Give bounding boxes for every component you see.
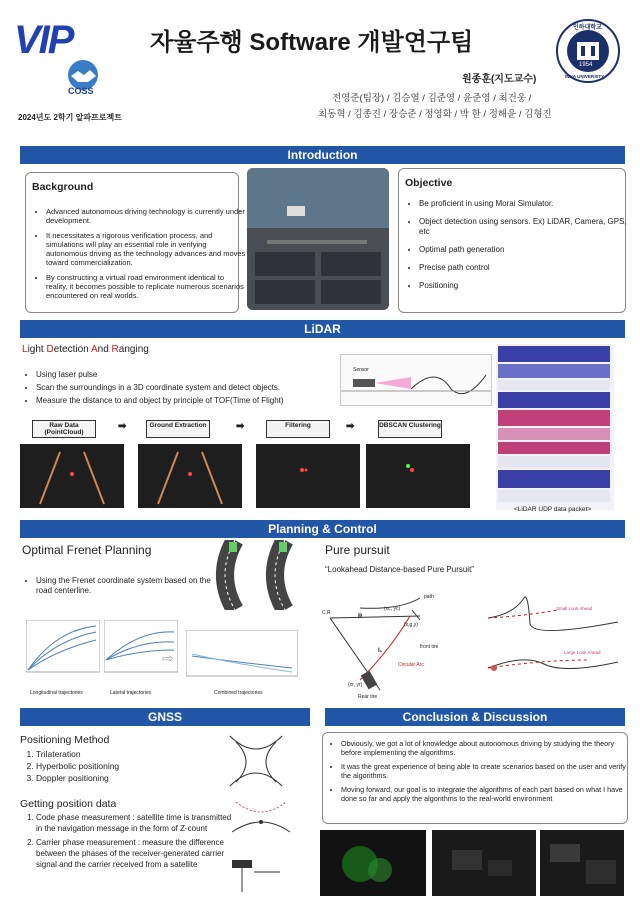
label-rear-tire: Rear tire: [358, 694, 378, 700]
gnss-method-title: Positioning Method: [20, 734, 110, 746]
longitudinal-plot: [26, 620, 100, 684]
frenet-road-image: [205, 540, 315, 610]
coss-logo: [62, 58, 104, 96]
lidar-heading: [22, 344, 149, 355]
result-image-2: [432, 830, 536, 896]
step-filtering: Filtering: [266, 420, 330, 438]
seal-english: INHA UNIVERSITY: [565, 74, 605, 79]
background-list: [32, 207, 246, 306]
label-xr-yr: (xr, yr): [348, 682, 363, 688]
lidar-heading-part: ight: [27, 344, 47, 355]
label-front-tire: front tire: [420, 644, 439, 650]
seal-year: 1954: [579, 62, 593, 68]
section-planning: Planning & Control: [20, 520, 625, 538]
objective-item: • Positioning: [419, 281, 631, 291]
combine-arrow-icon: ⇨: [162, 650, 174, 666]
pointcloud-image: [20, 444, 124, 508]
gnss-data-list: [20, 812, 236, 876]
arrow-right-icon: ➡: [236, 421, 245, 432]
simulator-image: [247, 168, 389, 310]
lidar-letter-d: D: [46, 344, 54, 355]
udp-packet-caption: <LiDAR UDP data packet>: [514, 506, 592, 513]
caption-combined: Combined trajectories: [214, 690, 263, 696]
semester-label: 2024년도 2학기 알파프로젝트: [18, 113, 122, 122]
dbscan-image: [366, 444, 470, 508]
objective-item: • Object detection using sensors. Ex) LiDAR, Camera, GPS, etc: [419, 217, 631, 237]
gnss-method-item: 2. Hyperbolic positioning: [36, 760, 119, 772]
section-gnss: GNSS: [20, 708, 310, 726]
step-raw-data: Raw Data (PointCloud): [32, 420, 96, 438]
objective-title: Objective: [405, 177, 453, 189]
lidar-letter-a: A: [90, 344, 98, 355]
background-item: • It necessitates a rigorous verification process, and simulations will play an essential role in verifying autonomous driving as the technology advances and moves toward commercialization.: [46, 231, 246, 267]
seal-korean: 인하대학교: [573, 25, 602, 31]
page-title: 자율주행 Software 개발연구팀: [150, 29, 474, 56]
result-image-1: [320, 830, 426, 896]
arrow-right-icon: ➡: [118, 421, 127, 432]
lidar-letter-l: L: [22, 344, 28, 355]
objective-panel: [398, 168, 626, 313]
frenet-item: • Using the Frenet coordinate system based on the road centerline.: [36, 576, 216, 596]
objective-item: • Be proficient in using Morai Simulator.: [419, 199, 631, 209]
label-cr: C.R: [322, 610, 331, 616]
label-xg-y: (x,g,y): [404, 622, 418, 628]
label-r: R: [358, 614, 363, 620]
pure-pursuit-diagram: [320, 590, 470, 702]
frenet-title: Optimal Frenet Planning: [22, 543, 152, 557]
section-introduction: Introduction: [20, 146, 625, 164]
section-lidar: LiDAR: [20, 320, 625, 338]
section-conclusion: Conclusion & Discussion: [325, 708, 625, 726]
objective-item: • Optimal path generation: [419, 245, 631, 255]
members-line-2: 최동혁 / 김종진 / 장승준 / 정영화 / 박 한 / 정해윤 / 김형진: [318, 109, 552, 120]
conclusion-item: • Obviously, we got a lot of knowledge about autonomous driving by studying the theory before implementing the algorithms.: [341, 739, 633, 757]
combined-plot: [186, 630, 298, 684]
lidar-list: [22, 370, 356, 412]
conclusion-item: • It was the great experience of being able to create scenarios based on the user and verify the algorithms.: [341, 762, 633, 780]
lidar-letter-r: R: [111, 344, 119, 355]
logo-text: VIP: [14, 18, 73, 62]
background-item: • Advanced autonomous driving technology is currently under development.: [46, 207, 246, 225]
members-line-1: 전영준(팀장) / 김승열 / 김준영 / 윤준영 / 최건웅 /: [332, 93, 532, 104]
gnss-data-item: 2. Carrier phase measurement : measure the difference between the phases of the receiver-generated carrier signal and the carrier received from a satellite: [36, 837, 236, 870]
step-ground-extraction: Ground Extraction: [146, 420, 210, 438]
university-seal: [555, 18, 621, 84]
pursuit-title: Pure pursuit: [325, 543, 390, 557]
result-image-3: [540, 830, 624, 896]
gnss-data-title: Getting position data: [20, 798, 117, 810]
positioning-diagram: [226, 792, 296, 846]
conclusion-item: • Moving forward, our goal is to integrate the algorithms of each part based on what I have done so far and apply the algorithms to the real-world environment: [341, 785, 633, 803]
background-item: • By constructing a virtual road environment identical to reality, it becomes possible to replicate numerous scenarios encountered on real worlds.: [46, 273, 246, 300]
doppler-diagram: [226, 852, 286, 894]
filtering-image: [256, 444, 360, 508]
label-path: path: [424, 594, 434, 600]
lidar-heading-part: anging: [118, 344, 149, 355]
lidar-item: • Measure the distance to and object by principle of TOF(Time of Flight): [36, 396, 356, 406]
arrow-right-icon: ➡: [346, 421, 355, 432]
lidar-item: • Scan the surroundings in a 3D coordinate system and detect objects.: [36, 383, 356, 393]
caption-longitudinal: Longitudinal trajectories: [30, 690, 83, 696]
advisor: 원종훈(지도교수): [462, 74, 537, 85]
sensor-label: Sensor: [353, 367, 369, 373]
conclusion-list: [327, 739, 633, 809]
conclusion-panel: [322, 732, 628, 824]
gnss-method-item: 1. Trilateration: [36, 748, 119, 760]
gnss-data-item: 1. Code phase measurement : satellite time is transmitted in the navigation message in the form of Z-count: [36, 812, 236, 834]
lidar-heading-part: nd: [97, 344, 112, 355]
gnss-method-list: [20, 748, 119, 784]
objective-list: [405, 199, 631, 297]
lookahead-diagram: [484, 594, 620, 698]
label-xc-yc: (xc, yc): [384, 606, 401, 612]
hyperbolic-diagram: [226, 732, 286, 790]
frenet-list: [22, 576, 216, 602]
coss-label: COSS: [68, 86, 94, 96]
step-dbscan: DBSCAN Clustering: [378, 420, 442, 438]
label-large-lookahead: Large Look Ahead: [564, 650, 601, 655]
tof-diagram: [340, 354, 492, 406]
label-circular-arc: Circular Arc: [398, 662, 424, 668]
background-panel: [25, 172, 246, 313]
ground-extraction-image: [138, 444, 242, 508]
label-ld: l₁: [378, 648, 383, 654]
label-small-lookahead: Small Look Ahead: [556, 606, 593, 611]
caption-lateral: Lateral trajectories: [110, 690, 152, 696]
lidar-item: • Using laser pulse: [36, 370, 356, 380]
gnss-method-item: 3. Doppler positioning: [36, 772, 119, 784]
lidar-heading-part: etection: [53, 344, 91, 355]
udp-packet-diagram: [496, 344, 614, 510]
objective-item: • Precise path control: [419, 263, 631, 273]
pursuit-subtitle: “Lookahead Distance-based Pure Pursuit”: [325, 565, 474, 574]
background-title: Background: [32, 181, 94, 193]
